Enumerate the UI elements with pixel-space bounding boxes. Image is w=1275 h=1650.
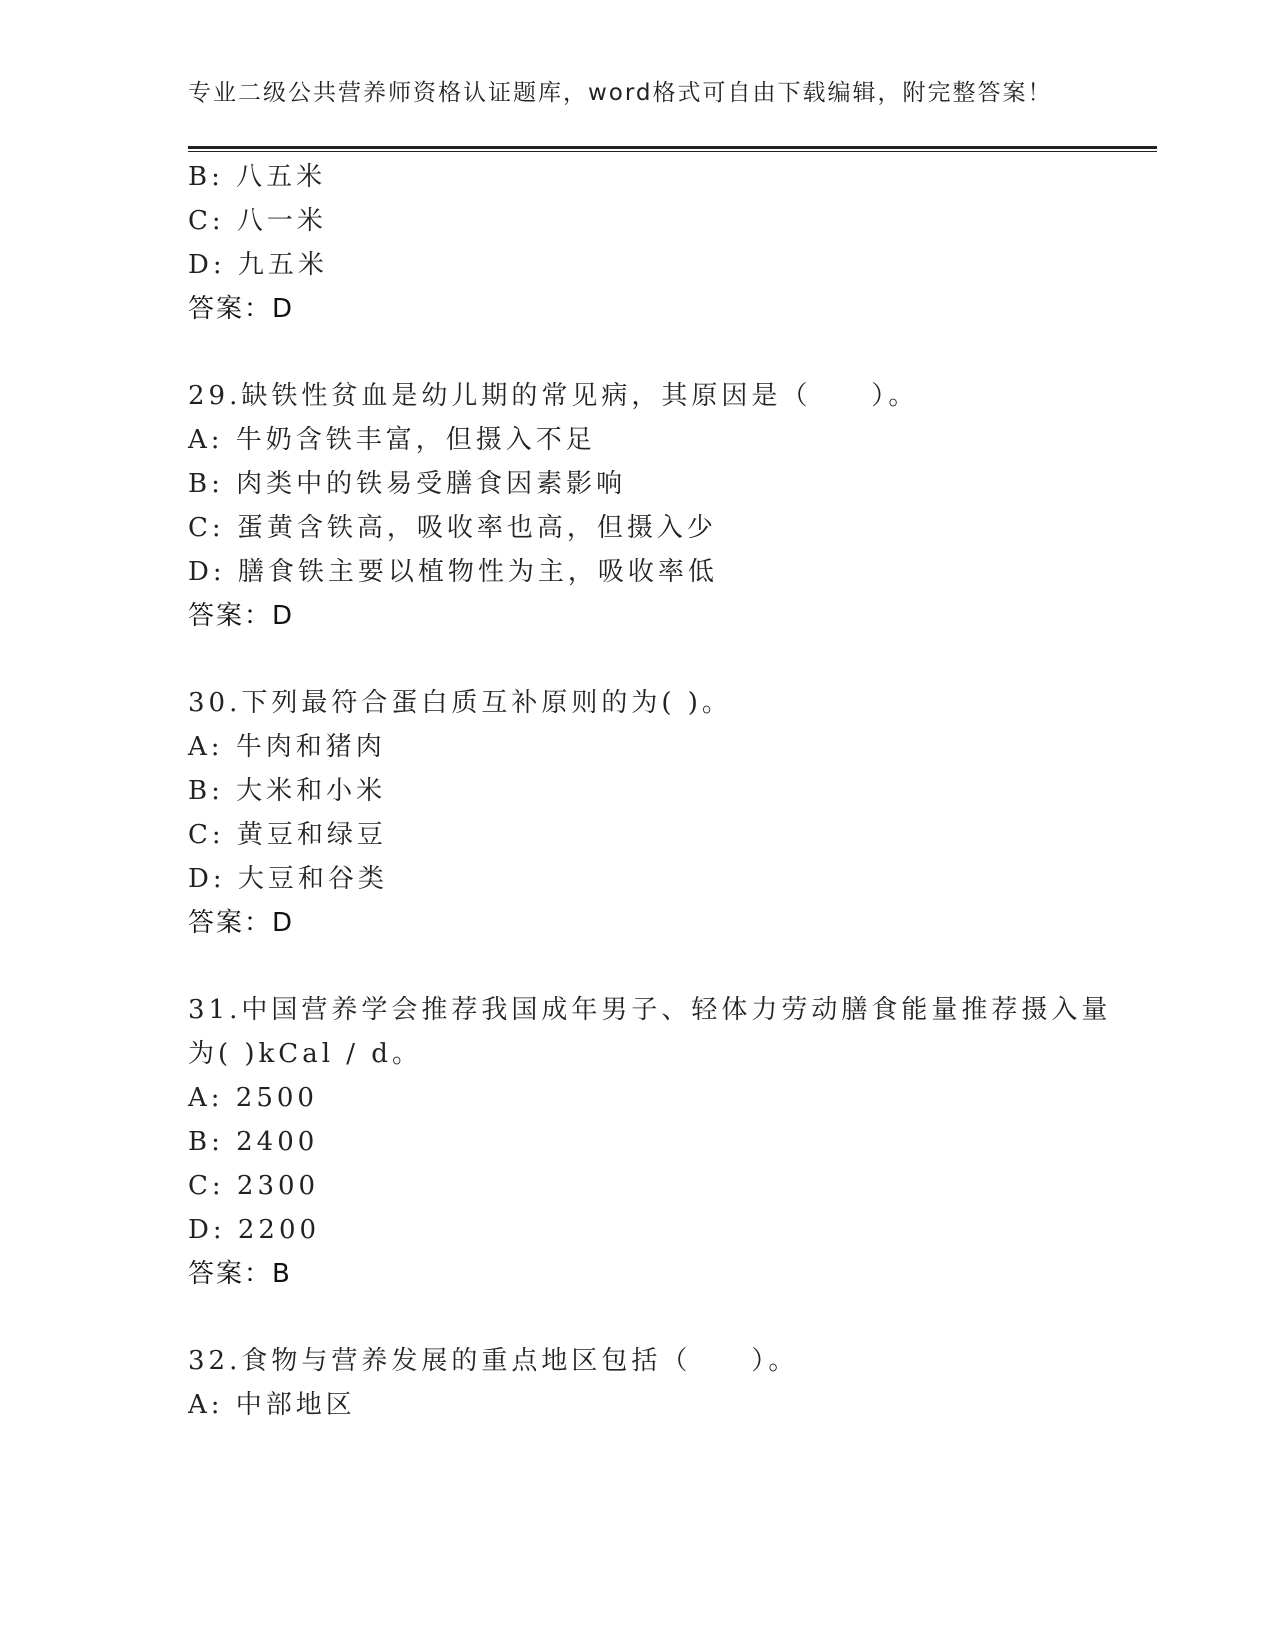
option-c: C: 八一米: [188, 206, 327, 236]
option-b: B: 肉类中的铁易受膳食因素影响: [188, 469, 627, 499]
answer: 答案：D: [188, 601, 295, 631]
option-c: C: 2300: [188, 1171, 320, 1201]
option-d: D: 膳食铁主要以植物性为主，吸收率低: [188, 557, 718, 587]
option-d: D: 九五米: [188, 250, 328, 280]
answer: 答案：B: [188, 1259, 292, 1289]
answer: 答案：D: [188, 908, 295, 938]
option-a: A: 牛奶含铁丰富，但摄入不足: [188, 425, 596, 455]
header-divider-thick: [188, 146, 1157, 149]
answer: 答案：D: [188, 294, 295, 324]
question-stem: 30.下列最符合蛋白质互补原则的为( )。: [188, 688, 732, 718]
question-stem: 31.中国营养学会推荐我国成年男子、轻体力劳动膳食能量推荐摄入量: [188, 995, 1112, 1025]
option-c: C: 黄豆和绿豆: [188, 820, 387, 850]
option-a: A: 中部地区: [188, 1390, 356, 1420]
option-b: B: 2400: [188, 1127, 319, 1157]
page-header: 专业二级公共营养师资格认证题库，word格式可自由下载编辑，附完整答案！: [188, 80, 1053, 106]
option-b: B: 八五米: [188, 162, 327, 192]
option-d: D: 大豆和谷类: [188, 864, 388, 894]
question-stem: 32.食物与营养发展的重点地区包括（ ）。: [188, 1346, 799, 1376]
option-a: A: 2500: [188, 1083, 318, 1113]
option-a: A: 牛肉和猪肉: [188, 732, 386, 762]
option-b: B: 大米和小米: [188, 776, 387, 806]
option-d: D: 2200: [188, 1215, 321, 1245]
question-stem-continuation: 为( )kCal / d。: [188, 1039, 422, 1069]
question-stem: 29.缺铁性贫血是幼儿期的常见病，其原因是（ ）。: [188, 381, 919, 411]
option-c: C: 蛋黄含铁高，吸收率也高，但摄入少: [188, 513, 717, 543]
header-divider-thin: [188, 151, 1157, 152]
